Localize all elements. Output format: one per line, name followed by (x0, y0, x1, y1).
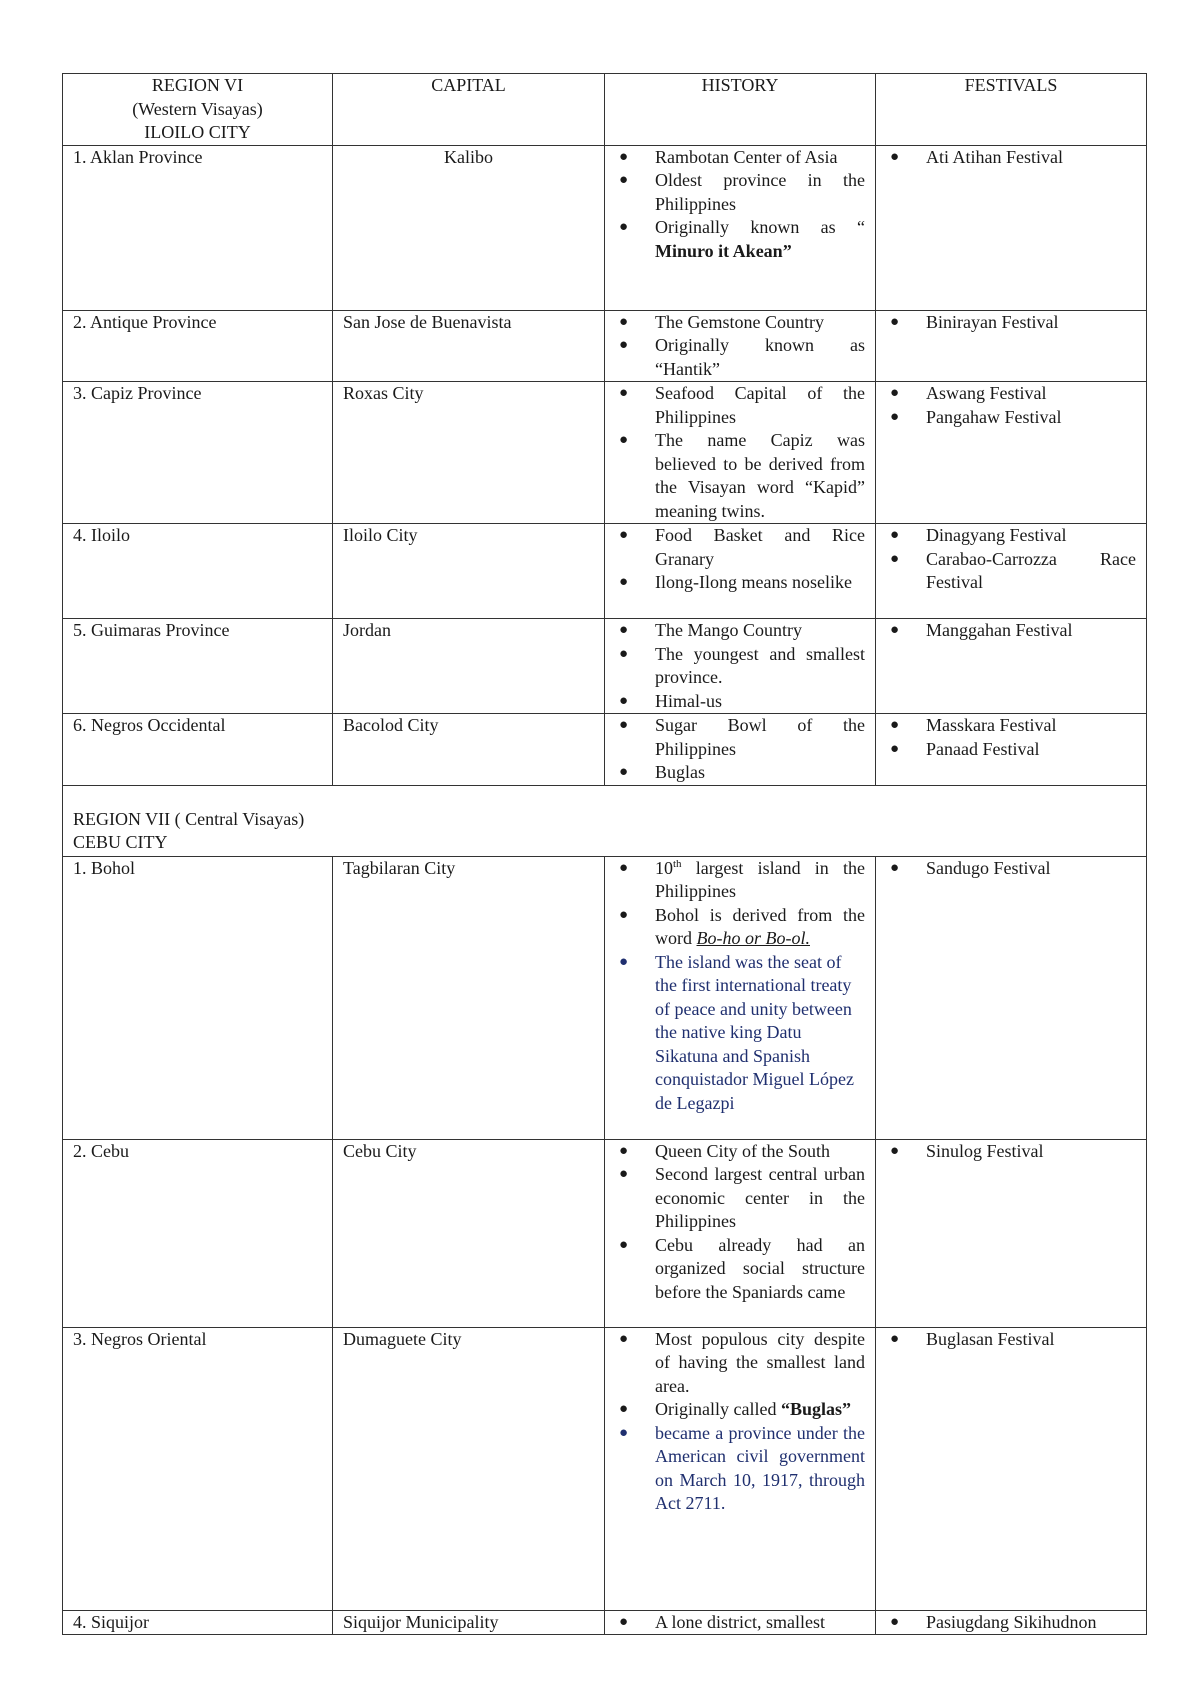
festivals-cell (876, 382, 1147, 524)
festivals-cell (876, 1327, 1147, 1610)
capital-name: Iloilo City (333, 524, 605, 619)
festival-item: ● Manggahan Festival (886, 619, 1136, 643)
festivals-cell (876, 1139, 1147, 1327)
festival-item: ● Dinagyang Festival (886, 524, 1136, 548)
capital-name: Cebu City (333, 1139, 605, 1327)
history-text: Originally called (655, 1399, 781, 1419)
history-item: ● A lone district, smallest (615, 1611, 865, 1635)
festivals-cell (876, 714, 1147, 786)
history-item: ● Oldest province in the Philippines (615, 169, 865, 216)
festival-item: ● Panaad Festival (886, 738, 1136, 762)
province-name: 6. Negros Occidental (63, 714, 333, 786)
region6-center: ILOILO CITY (144, 122, 251, 142)
capital-name: Kalibo (333, 145, 605, 310)
region7-title: REGION VII ( Central Visayas) (73, 808, 305, 829)
province-name: 4. Iloilo (63, 524, 333, 619)
history-item: ● Sugar Bowl of the Philippines (615, 714, 865, 761)
history-item (615, 857, 865, 904)
festival-item: ● Buglasan Festival (886, 1328, 1136, 1352)
province-name: 4. Siquijor (63, 1610, 333, 1635)
history-cell (605, 524, 876, 619)
festival-item: ● Binirayan Festival (886, 311, 1136, 335)
history-item: ● Ilong-Ilong means noselike (615, 571, 865, 595)
history-item (615, 1398, 865, 1422)
table-row (63, 524, 1147, 619)
province-name: 1. Aklan Province (63, 145, 333, 310)
history-item: ● The name Capiz was believed to be derived from the Visayan word “Kapid” meaning twins. (615, 429, 865, 523)
table-row (63, 856, 1147, 1139)
festivals-cell (876, 310, 1147, 382)
festival-item: ● Aswang Festival (886, 382, 1136, 406)
table-row (63, 310, 1147, 382)
festivals-cell (876, 856, 1147, 1139)
festival-item: ● Masskara Festival (886, 714, 1136, 738)
region7-center: CEBU CITY (73, 832, 168, 852)
festivals-cell (876, 1610, 1147, 1635)
history-item: ● Seafood Capital of the Philippines (615, 382, 865, 429)
table-row (63, 382, 1147, 524)
capital-name: Siquijor Municipality (333, 1610, 605, 1635)
region6-subtitle: (Western Visayas) (132, 98, 263, 119)
table-row (63, 619, 1147, 714)
table-row (63, 1610, 1147, 1635)
table-row (63, 1327, 1147, 1610)
document-page (62, 73, 1146, 1635)
history-item: ● Second largest central urban economic center in the Philippines (615, 1163, 865, 1234)
province-name: 2. Antique Province (63, 310, 333, 382)
history-item: ● Queen City of the South (615, 1140, 865, 1164)
history-cell (605, 856, 876, 1139)
header-festivals: FESTIVALS (876, 74, 1147, 146)
history-item: ● Most populous city despite of having the smallest land area. (615, 1328, 865, 1399)
header-history: HISTORY (605, 74, 876, 146)
festivals-cell (876, 619, 1147, 714)
capital-name: Dumaguete City (333, 1327, 605, 1610)
history-emphasis: Bo-ho or Bo-ol. (696, 928, 810, 948)
history-text: 10 (655, 857, 673, 878)
history-text: Bohol is derived from the word (655, 904, 865, 948)
history-text: Originally known as “ (655, 217, 865, 237)
festival-item: ● Sinulog Festival (886, 1140, 1136, 1164)
history-emphasis: “Buglas” (780, 1399, 851, 1419)
table-row (63, 714, 1147, 786)
province-name: 2. Cebu (63, 1139, 333, 1327)
history-item (615, 904, 865, 951)
history-item: ● Rambotan Center of Asia (615, 146, 865, 170)
province-name: 3. Negros Oriental (63, 1327, 333, 1610)
history-item: ● The island was the seat of the first international treaty of peace and unity between the native king Datu Sikatuna and Spanish conquistador Miguel López de Legazpi (615, 951, 865, 1116)
header-region (63, 74, 333, 146)
history-cell (605, 310, 876, 382)
history-text: largest island in the Philippines (655, 857, 865, 901)
header-row (63, 74, 1147, 146)
history-item: ● Cebu already had an organized social structure before the Spaniards came (615, 1234, 865, 1305)
history-item: ● became a province under the American civil government on March 10, 1917, through Act 2711. (615, 1422, 865, 1516)
province-name: 3. Capiz Province (63, 382, 333, 524)
capital-name: Bacolod City (333, 714, 605, 786)
festivals-cell (876, 524, 1147, 619)
capital-name: Jordan (333, 619, 605, 714)
history-item (615, 216, 865, 263)
festival-item: ● Pangahaw Festival (886, 406, 1136, 430)
history-item: ● The youngest and smallest province. (615, 643, 865, 690)
history-cell (605, 145, 876, 310)
region6-title: REGION VI (151, 75, 244, 95)
province-name: 1. Bohol (63, 856, 333, 1139)
capital-name: Roxas City (333, 382, 605, 524)
regions-table (62, 73, 1147, 1635)
history-item: ● Originally known as “Hantik” (615, 334, 865, 381)
history-cell (605, 1610, 876, 1635)
table-row (63, 1139, 1147, 1327)
history-item: ● The Mango Country (615, 619, 865, 643)
capital-name: San Jose de Buenavista (333, 310, 605, 382)
history-cell (605, 382, 876, 524)
ordinal-suffix: th (673, 857, 682, 870)
header-capital: CAPITAL (333, 74, 605, 146)
history-item: ● Buglas (615, 761, 865, 785)
region7-row (63, 785, 1147, 856)
festivals-cell (876, 145, 1147, 310)
history-item: ● The Gemstone Country (615, 311, 865, 335)
festival-item: ● Pasiugdang Sikihudnon (886, 1611, 1136, 1635)
history-item: ● Food Basket and Rice Granary (615, 524, 865, 571)
history-cell (605, 1139, 876, 1327)
festival-item: ● Ati Atihan Festival (886, 146, 1136, 170)
history-cell (605, 1327, 876, 1610)
history-cell (605, 619, 876, 714)
region7-heading (63, 785, 1147, 856)
province-name: 5. Guimaras Province (63, 619, 333, 714)
table-row (63, 145, 1147, 310)
history-cell (605, 714, 876, 786)
festival-item: ● Carabao-Carrozza Race Festival (886, 548, 1136, 595)
festival-item: ● Sandugo Festival (886, 857, 1136, 881)
capital-name: Tagbilaran City (333, 856, 605, 1139)
history-item: ● Himal-us (615, 690, 865, 714)
history-emphasis: Minuro it Akean” (655, 240, 792, 261)
